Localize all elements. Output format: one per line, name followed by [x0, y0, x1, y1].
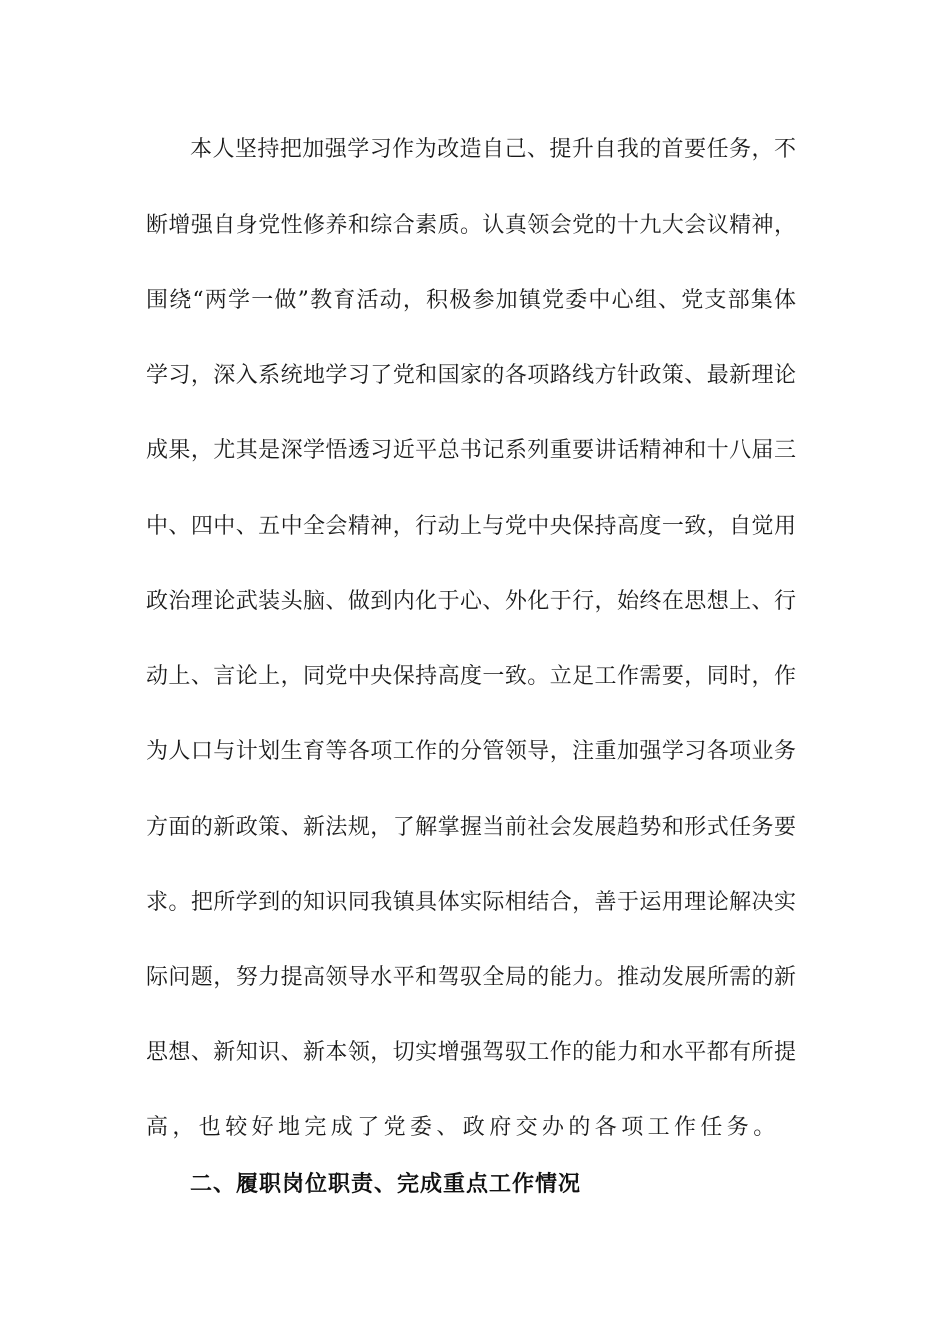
paragraph-line: 本人坚持把加强学习作为改造自己、提升自我的首要任务，不 [190, 137, 796, 162]
paragraph-line: 际问题，努力提高领导水平和驾驭全局的能力。推动发展所需的新 [146, 965, 796, 990]
paragraph-line: 断增强自身党性修养和综合素质。认真领会党的十九大会议精神， [146, 213, 796, 238]
paragraph-line: 方面的新政策、新法规，了解掌握当前社会发展趋势和形式任务要 [146, 815, 796, 840]
paragraph-line: 动上、言论上，同党中央保持高度一致。立足工作需要，同时，作 [146, 664, 796, 689]
paragraph-line: 高，也较好地完成了党委、政府交办的各项工作任务。 [146, 1115, 780, 1140]
section-heading: 二、履职岗位职责、完成重点工作情况 [190, 1172, 582, 1197]
paragraph-line: 学习，深入系统地学习了党和国家的各项路线方针政策、最新理论 [146, 363, 796, 388]
paragraph-line: 成果，尤其是深学悟透习近平总书记系列重要讲话精神和十八届三 [146, 438, 796, 463]
paragraph-line: 思想、新知识、新本领，切实增强驾驭工作的能力和水平都有所提 [146, 1040, 796, 1065]
paragraph-line: 中、四中、五中全会精神，行动上与党中央保持高度一致，自觉用 [146, 514, 796, 539]
paragraph-line: 为人口与计划生育等各项工作的分管领导，注重加强学习各项业务 [146, 739, 796, 764]
paragraph-line: 围绕“两学一做”教育活动，积极参加镇党委中心组、党支部集体 [146, 288, 796, 313]
paragraph-line: 求。把所学到的知识同我镇具体实际相结合，善于运用理论解决实 [146, 890, 796, 915]
paragraph-line: 政治理论武装头脑、做到内化于心、外化于行，始终在思想上、行 [146, 589, 796, 614]
